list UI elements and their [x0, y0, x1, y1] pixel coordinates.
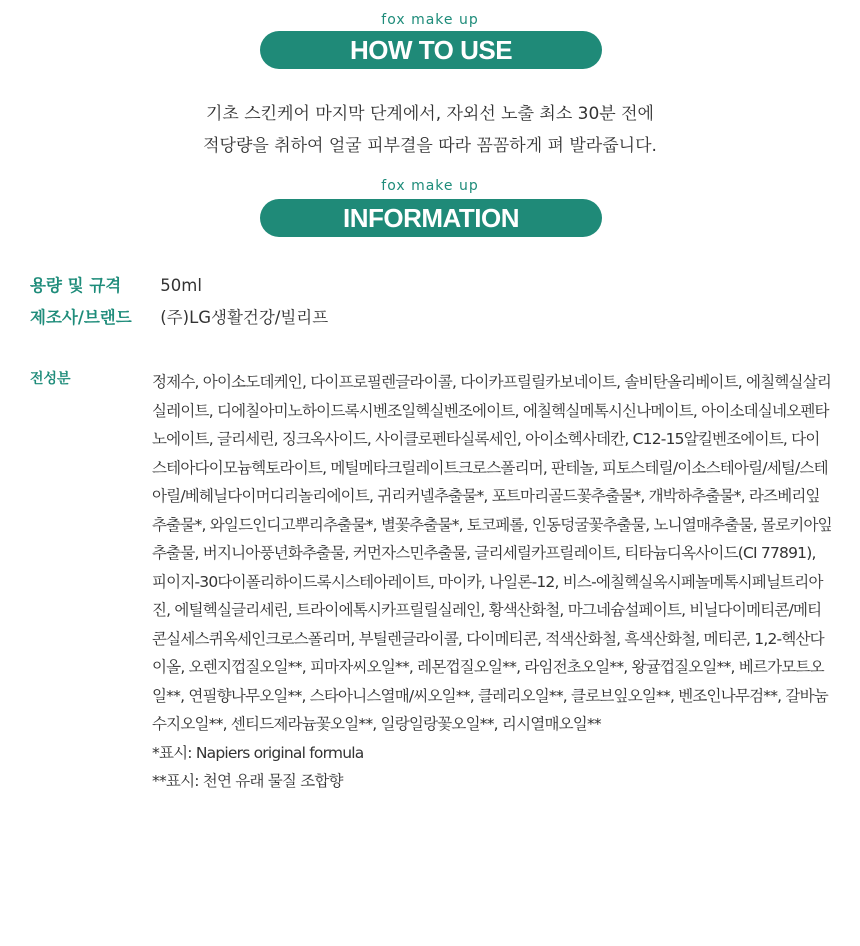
how-to-use-heading: HOW TO USE	[260, 31, 602, 69]
capacity-row	[30, 273, 202, 299]
how-to-use-line-1: 기초 스킨케어 마지막 단계에서, 자외선 노출 최소 30분 전에	[206, 104, 654, 124]
maker-row	[30, 305, 328, 331]
capacity-label: 용량 및 규격	[30, 276, 122, 295]
ingredients-label: 전성분	[30, 371, 71, 387]
ingredients-block	[152, 368, 832, 796]
maker-label: 제조사/브랜드	[30, 308, 132, 327]
capacity-value: 50ml	[160, 276, 202, 295]
brand-label-information: fox make up	[381, 178, 479, 194]
information-heading: INFORMATION	[260, 199, 602, 237]
maker-value: (주)LG생활건강/빌리프	[160, 308, 329, 327]
ingredients-note-2: **표시: 천연 유래 물질 조합향	[152, 772, 343, 790]
how-to-use-description	[0, 98, 860, 162]
brand-label-how-to-use: fox make up	[381, 12, 479, 28]
ingredients-note-1: *표시: Napiers original formula	[152, 743, 364, 762]
ingredients-list: 정제수, 아이소도데케인, 다이프로필렌글라이콜, 다이카프릴릴카보네이트, 솔비탄올리베이트, 에칠헥실살리실레이트, 디에칠아미노하이드록시벤조일헥실벤조에이트, 에칠헥실메톡시신나메이트, 아이소데실네오펜타노에이트, 글리세린, 징크옥사이드, 사이클로펜타실록세인, 아이소헥사데칸, C12-15알킬벤조에이트, 다이스테아다이모늄헥토라이트, 메틸메타크릴레이트크로스폴리머, 판테놀, 피토스테릴/이소스테아릴/세틸/스테아릴/베헤닐다이머디리놀리에이트, 귀리커넬추출물*, 포트마리골드꽃추출물*, 개박하추출물*, 라즈베리잎추출물*, 와일드인디고뿌리추출물*, 별꽃추출물*, 토코페롤, 인동덩굴꽃추출물, 노니열매추출물, 몰로키아잎추출물, 버지니아풍년화추출물, 커먼자스민추출물, 글리세릴카프릴레이트, 티타늄디옥사이드(CI 77891), 피이지-30다이폴리하이드록시스테아레이트, 마이카, 나일론-12, 비스-에칠헥실옥시페놀메톡시페닐트리아진, 에틸헥실글리세린, 트라이에톡시카프릴릴실레인, 황색산화철, 마그네슘설페이트, 비닐다이메티콘/메티콘실세스퀴옥세인크로스폴리머, 부틸렌글라이콜, 다이메티콘, 적색산화철, 흑색산화철, 메티콘, 1,2-헥산다이올, 오렌지껍질오일**, 피마자씨오일**, 레몬껍질오일**, 라임전초오일**, 왕귤껍질오일**, 베르가모트오일**, 연필향나무오일**, 스타아니스열매/씨오일**, 클레리오일**, 클로브잎오일**, 벤조인나무검**, 갈바눔수지오일**, 센티드제라늄꽃오일**, 일랑일랑꽃오일**, 리시열매오일**	[152, 373, 832, 733]
how-to-use-line-2: 적당량을 취하여 얼굴 피부결을 따라 꼼꼼하게 펴 발라줍니다.	[203, 136, 657, 156]
